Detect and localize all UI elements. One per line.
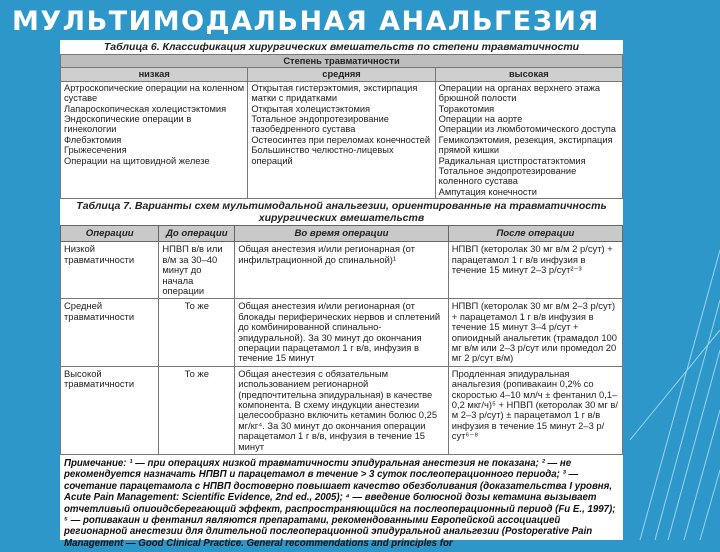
table7-cell-operation: Средней травматичности (61, 299, 159, 366)
list-item: Большинство челюстно-лицевых операций (251, 145, 394, 166)
list-item: Операции из люмботомического доступа (438, 124, 616, 135)
table-row (61, 366, 623, 454)
list-item: Операции на органах верхнего этажа брюшной полости (438, 82, 601, 104)
list-item: Открытая холецистэктомия (251, 103, 371, 114)
table7-cell-before: То же (159, 299, 235, 366)
table-row (61, 242, 623, 299)
table6-col-high: высокая (435, 68, 622, 81)
slide-title: МУЛЬТИМОДАЛЬНАЯ АНАЛЬГЕЗИЯ (12, 6, 600, 37)
table7-cell-after: НПВП (кеторолак 30 мг в/м 2 р/сут) + парацетамол 1 г в/в инфузия в течение 15 минут 2–3 р/сут²⁻³ (448, 242, 622, 299)
table7-cell-operation: Низкой травматичности (61, 242, 159, 299)
document-page (60, 40, 623, 549)
table6-caption: Таблица 6. Классификация хирургических вмешательств по степени травматичности (103, 41, 580, 53)
table7-cell-before: То же (159, 366, 235, 454)
table7-cell-during: Общая анестезия и/или регионарная (от инфильтрационной до спинальной)¹ (235, 242, 449, 299)
list-item: Операции на щитовидной железе (64, 155, 210, 166)
table7-header-after: После операции (448, 226, 622, 242)
list-item: Ампутация конечности (438, 186, 537, 197)
list-item: Радикальная цистпростатэктомия (438, 155, 586, 166)
list-item: Торакотомия (438, 103, 495, 114)
list-item: Эндоскопические операции в гинекологии (64, 114, 192, 135)
table7-cell-during: Общая анестезия с обязательным использованием регионарной (предпочтительна эпидуральная) в качестве компонента. В схему индукции анестезии целесообразно включить кетамин болюс 0,25 мг/кг⁴. За 30 минут до окончания операции парацетамол 1 г в/в, инфузия в течение 15 минут (235, 366, 449, 454)
list-item: Грыжесечения (64, 145, 127, 156)
table7-cell-operation: Высокой травматичности (61, 366, 159, 454)
list-item: Артроскопические операции на коленном суставе (64, 82, 245, 104)
table7-cell-before: НПВП в/в или в/м за 30–40 минут до начала операции (159, 242, 235, 299)
list-item: Операции на аорте (438, 114, 523, 125)
table6-col-medium: средняя (248, 68, 435, 81)
list-item: Тотальное эндопротезирование коленного сустава (438, 166, 577, 187)
table7-header-before: До операции (159, 226, 235, 242)
table-row (61, 299, 623, 366)
table7-cell-after: Продленная эпидуральная анальгезия (ропивакаин 0,2% со скоростью 4–10 мл/ч ± фентанил 0,1–0,2 мкг/ч)⁵ + НПВП (кеторолак 30 мг в/м 2–3 р/сут) ± парацетамол 1 г в/в инфузия в течение 15 минут 2–3 р/сут⁶⁻⁸ (448, 366, 622, 454)
list-item: Остеосинтез при переломах конечностей (251, 134, 431, 145)
table6-low-cell (61, 81, 248, 198)
table6-band: Степень травматичности (61, 55, 623, 68)
list-item: Лапароскопическая холецистэктомия (64, 103, 227, 114)
table6-medium-cell (248, 81, 435, 198)
list-item: Тотальное эндопротезирование тазобедренного сустава (251, 114, 389, 135)
table6-col-low: низкая (61, 68, 248, 81)
table7-note: Примечание: ¹ — при операциях низкой травматичности эпидуральная анестезия не показана; ² — не рекомендуется назначать НПВП и парацетамол в течение > 3 суток послеоперационного периода; ³ — сочетание парацетамола с НПВП достоверно повышает качество обезболивания (доказательства I уровня, Acute Pain Management: Scientific Evidence, 2nd ed., 2005); ⁴ — введение болюсной дозы кетамина вызывает отчетливый опиоидсберегающий эффект, распространяющийся на послеоперационный период (Fu E., 1997); ⁵ — ропивакаин и фентанил являются препаратами, рекомендованными Европейской ассоциацией регионарной анестезии для длительной послеоперационной эпидуральной анальгезии (Postoperative Pain Management — Good Clinical Practice. General recommendations and principles for (64, 458, 616, 549)
table7-header-during: Во время операции (235, 226, 449, 242)
list-item: Открытая гистерэктомия, экстирпация матки с придатками (251, 82, 418, 104)
table7-cell-during: Общая анестезия и/или регионарная (от блокады периферических нервов и сплетений до комбинированной спинально-эпидуральной). За 30 минут до окончания операции парацетамол 1 г в/в, инфузия в течение 15 минут (235, 299, 449, 366)
list-item: Гемиколэктомия, резекция, экстирпация прямой кишки (438, 134, 613, 156)
table7-cell-after: НПВП (кеторолак 30 мг в/м 2–3 р/сут) + парацетамол 1 г в/в инфузия в течение 15 минут 3–4 р/сут + опиоидный анальгетик (трамадол 100 мг в/м или 2–3 р/сут или промедол 20 мг 2 р/сут в/м) (448, 299, 622, 366)
table7 (60, 225, 623, 455)
table6 (60, 54, 623, 199)
list-item: Флебэктомия (64, 134, 122, 145)
table7-caption: Таблица 7. Варианты схем мультимодальной анальгезии, ориентированные на травматичность хирургических вмешательств (76, 200, 607, 225)
table7-header-operations: Операции (61, 226, 159, 242)
table6-high-cell (435, 81, 622, 198)
